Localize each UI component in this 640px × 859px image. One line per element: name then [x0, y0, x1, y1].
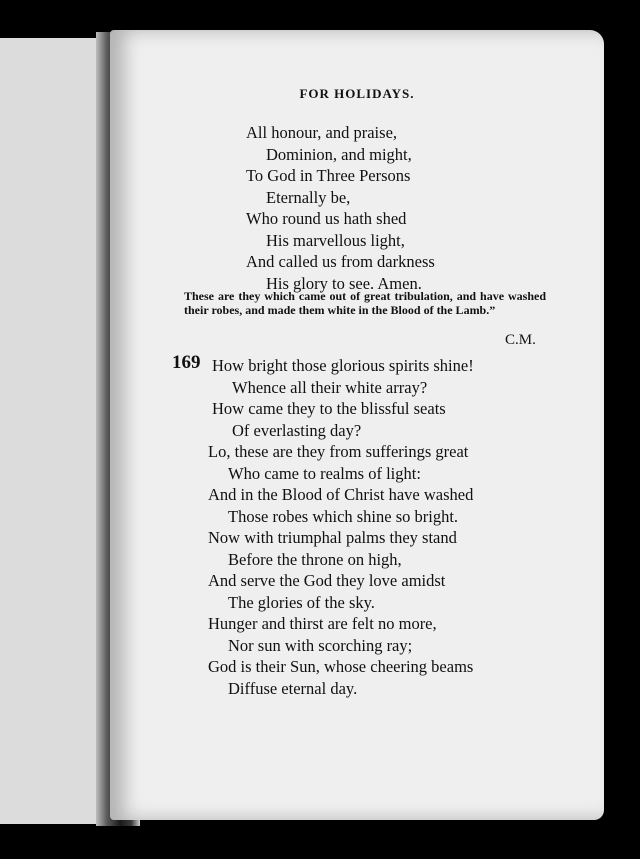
verse-line: Who came to realms of light: — [228, 463, 421, 483]
hymn-verse-2 — [208, 441, 473, 527]
book-page — [110, 30, 604, 820]
verse-line: Whence all their white array? — [232, 377, 428, 397]
stanza-line: His glory to see. Amen. — [266, 273, 422, 293]
hymn-verse-4 — [208, 613, 473, 699]
verse-line: Diffuse eternal day. — [228, 678, 358, 698]
stanza-line: His marvellous light, — [266, 230, 405, 250]
stanza-line: Dominion, and might, — [266, 144, 412, 164]
verse-line: And in the Blood of Christ have washed — [208, 485, 474, 504]
verse-line: And serve the God they love amidst — [208, 571, 446, 590]
verse-line: The glories of the sky. — [228, 592, 375, 612]
verse-line: Now with triumphal palms they stand — [208, 528, 457, 547]
stanza-line: And called us from darkness — [246, 252, 435, 271]
stanza-line: All honour, and praise, — [246, 123, 398, 142]
hymn-verse-1 — [212, 355, 474, 441]
verse-line: Lo, these are they from sufferings great — [208, 442, 469, 461]
scripture-epigraph: These are they which came out of great tribulation, and have washed their robes, and made them white in the Blood of the Lamb.” — [184, 289, 546, 317]
verse-line: God is their Sun, whose cheering beams — [208, 657, 474, 676]
stanza-line: Who round us hath shed — [246, 209, 407, 228]
verse-line: Those robes which shine so bright. — [228, 506, 459, 526]
hymn-meter: C.M. — [505, 332, 536, 348]
doxology-stanza — [246, 122, 435, 294]
verse-line: Nor sun with scorching ray; — [228, 635, 413, 655]
stanza-line: To God in Three Persons — [246, 166, 411, 185]
running-header: FOR HOLIDAYS. — [299, 86, 415, 101]
verse-line: How came they to the blissful seats — [212, 399, 446, 418]
hymn-verse-3 — [208, 527, 457, 613]
verse-line: Before the throne on high, — [228, 549, 402, 569]
verse-line: How bright those glorious spirits shine! — [212, 356, 474, 375]
hymn-number: 169 — [172, 352, 201, 373]
verse-line: Of everlasting day? — [232, 420, 362, 440]
verse-line: Hunger and thirst are felt no more, — [208, 614, 437, 633]
stanza-line: Eternally be, — [266, 187, 351, 207]
